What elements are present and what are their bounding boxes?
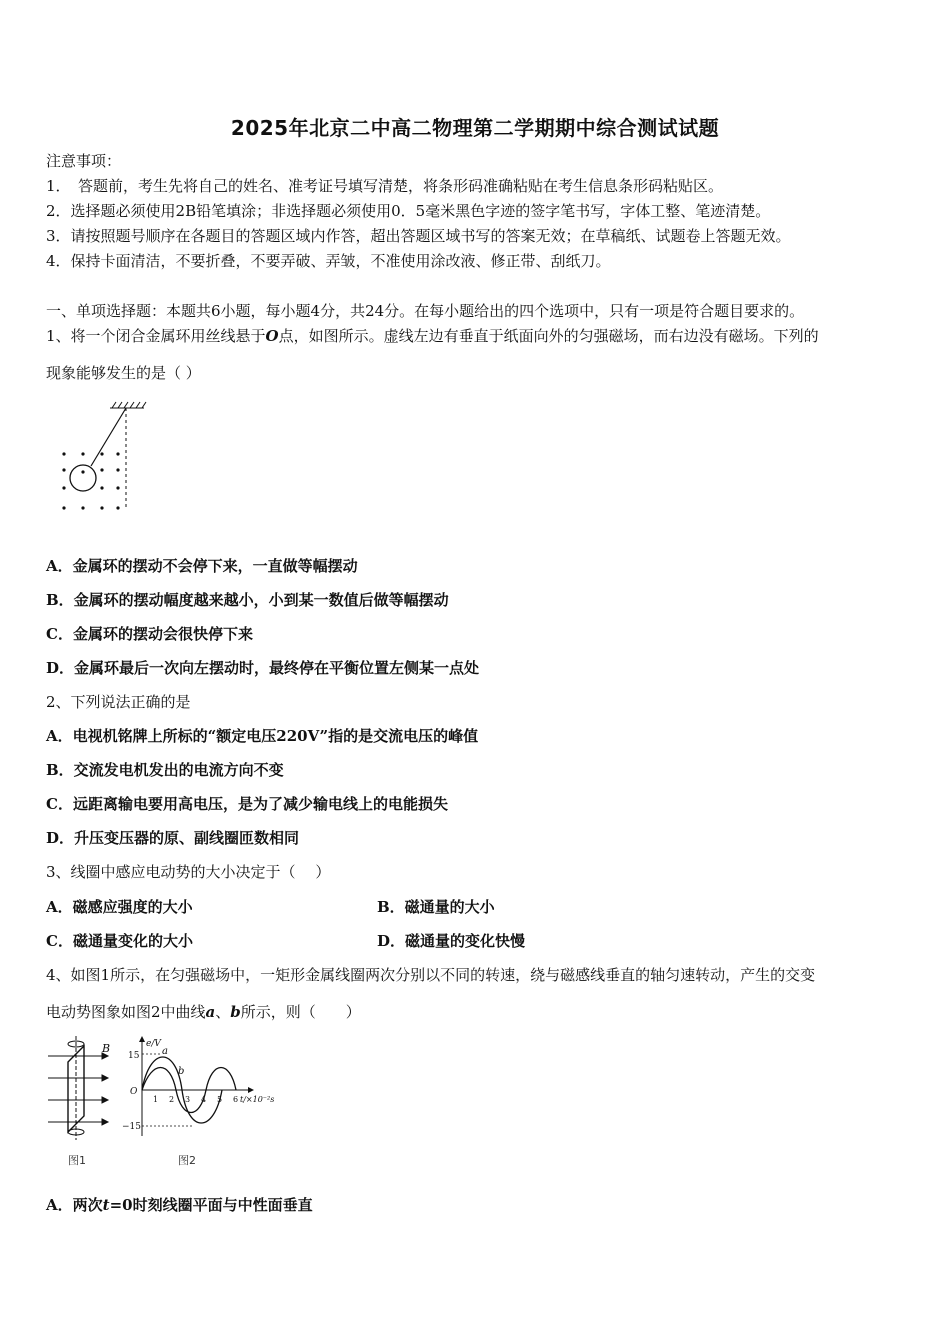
- q4-stem-part: 、: [215, 1003, 231, 1021]
- x-tick-1: 1: [153, 1095, 159, 1104]
- x-tick-4: 4: [201, 1095, 207, 1104]
- notice-item-4: 4．保持卡面清洁，不要折叠，不要弄破、弄皱，不准使用涂改液、修正带、刮纸刀。: [46, 252, 611, 270]
- q1-option-c: C．金属环的摆动会很快停下来: [46, 625, 253, 643]
- q1-option-d: D．金属环最后一次向左摆动时，最终停在平衡位置左侧某一点处: [46, 659, 480, 677]
- axis-y-label: e/V: [146, 1039, 161, 1049]
- q1-stem-line1: [46, 326, 819, 346]
- q1-option-a: A．金属环的摆动不会停下来，一直做等幅摆动: [46, 557, 358, 575]
- q3-option-b: B．磁通量的大小: [377, 898, 495, 916]
- x-tick-6: 6: [233, 1095, 239, 1104]
- x-tick-3: 3: [185, 1095, 191, 1104]
- axis-x-label: t/×10⁻²s: [240, 1095, 275, 1104]
- q1-option-b: B．金属环的摆动幅度越来越小，小到某一数值后做等幅摆动: [46, 591, 449, 609]
- q1-stem-part: 点，如图所示。虚线左边有垂直于纸面向外的匀强磁场，而右边没有磁场。下列的: [278, 327, 819, 345]
- origin-label: O: [130, 1087, 138, 1097]
- q3-option-c: C．磁通量变化的大小: [46, 932, 193, 950]
- q4-option-a: [46, 1195, 313, 1215]
- q1-pendulum-figure: [52, 398, 152, 518]
- q3-option-a: A．磁感应强度的大小: [46, 898, 193, 916]
- thread: [91, 408, 126, 466]
- x-tick-5: 5: [217, 1095, 223, 1104]
- q4-stem-part: 电动势图象如图2中曲线: [46, 1003, 206, 1021]
- q3-option-d: D．磁通量的变化快慢: [377, 932, 526, 950]
- q4-stem-line1: 4、如图1所示，在匀强磁场中，一矩形金属线圈两次分别以不同的转速，绕与磁感线垂直的轴匀速转动，产生的交变: [46, 966, 816, 984]
- notice-item-3: 3．请按照题号顺序在各题目的答题区域内作答，超出答题区域书写的答案无效；在草稿纸、试题卷上答题无效。: [46, 227, 791, 245]
- q4-stem-line2: [46, 1002, 361, 1022]
- coil: [68, 1046, 84, 1132]
- section-heading: 一、单项选择题：本题共6小题，每小题4分，共24分。在每小题给出的四个选项中，只有一项是符合题目要求的。: [46, 302, 805, 320]
- q2-option-d: D．升压变压器的原、副线圈匝数相同: [46, 829, 300, 847]
- q2-option-a: A．电视机铭牌上所标的“额定电压220V”指的是交流电压的峰值: [46, 727, 479, 745]
- notice-item-2: 2．选择题必须使用2B铅笔填涂；非选择题必须使用0．5毫米黑色字迹的签字笔书写，字体工整、笔迹清楚。: [46, 202, 771, 220]
- x-tick-2: 2: [169, 1095, 175, 1104]
- y-tick-top: 15: [128, 1051, 140, 1061]
- fig1-label: 图1: [68, 1154, 86, 1167]
- q4-var-b: b: [230, 1003, 241, 1021]
- metal-ring: [70, 465, 96, 491]
- ceiling-hatch: [110, 402, 146, 408]
- q2-stem: 2、下列说法正确的是: [46, 693, 191, 711]
- q4-option-part: =0时刻线圈平面与中性面垂直: [109, 1196, 313, 1214]
- page-title: 2025年北京二中高二物理第二学期期中综合测试试题: [230, 116, 720, 140]
- q2-option-b: B．交流发电机发出的电流方向不变: [46, 761, 284, 779]
- notice-heading: 注意事项：: [46, 152, 122, 170]
- q4-var-a: a: [205, 1003, 216, 1021]
- notice-item-1: 1． 答题前，考生先将自己的姓名、准考证号填写清楚，将条形码准确粘贴在考生信息条形码粘贴区。: [46, 177, 724, 195]
- q4-figure-2: [120, 1036, 290, 1170]
- q4-option-part: A．两次: [46, 1196, 103, 1214]
- curve-a-label: a: [162, 1046, 168, 1057]
- q3-stem: 3、线圈中感应电动势的大小决定于（ ）: [46, 863, 331, 881]
- q4-option-t: t: [102, 1196, 110, 1214]
- field-label: B: [102, 1042, 111, 1055]
- q1-stem-part: 1、将一个闭合金属环用丝线悬于: [46, 327, 266, 345]
- curve-b-label: b: [178, 1066, 185, 1077]
- q2-option-c: C．远距离输电要用高电压，是为了减少输电线上的电能损失: [46, 795, 448, 813]
- field-lines: [48, 1053, 108, 1125]
- fig2-label: 图2: [178, 1154, 196, 1167]
- q4-figure-1: [44, 1036, 124, 1170]
- y-tick-bottom: −15: [122, 1122, 141, 1132]
- q4-stem-part: 所示，则（ ）: [240, 1003, 361, 1021]
- q1-stem-o: O: [265, 327, 279, 345]
- q1-stem-line2: 现象能够发生的是（ ）: [46, 364, 201, 382]
